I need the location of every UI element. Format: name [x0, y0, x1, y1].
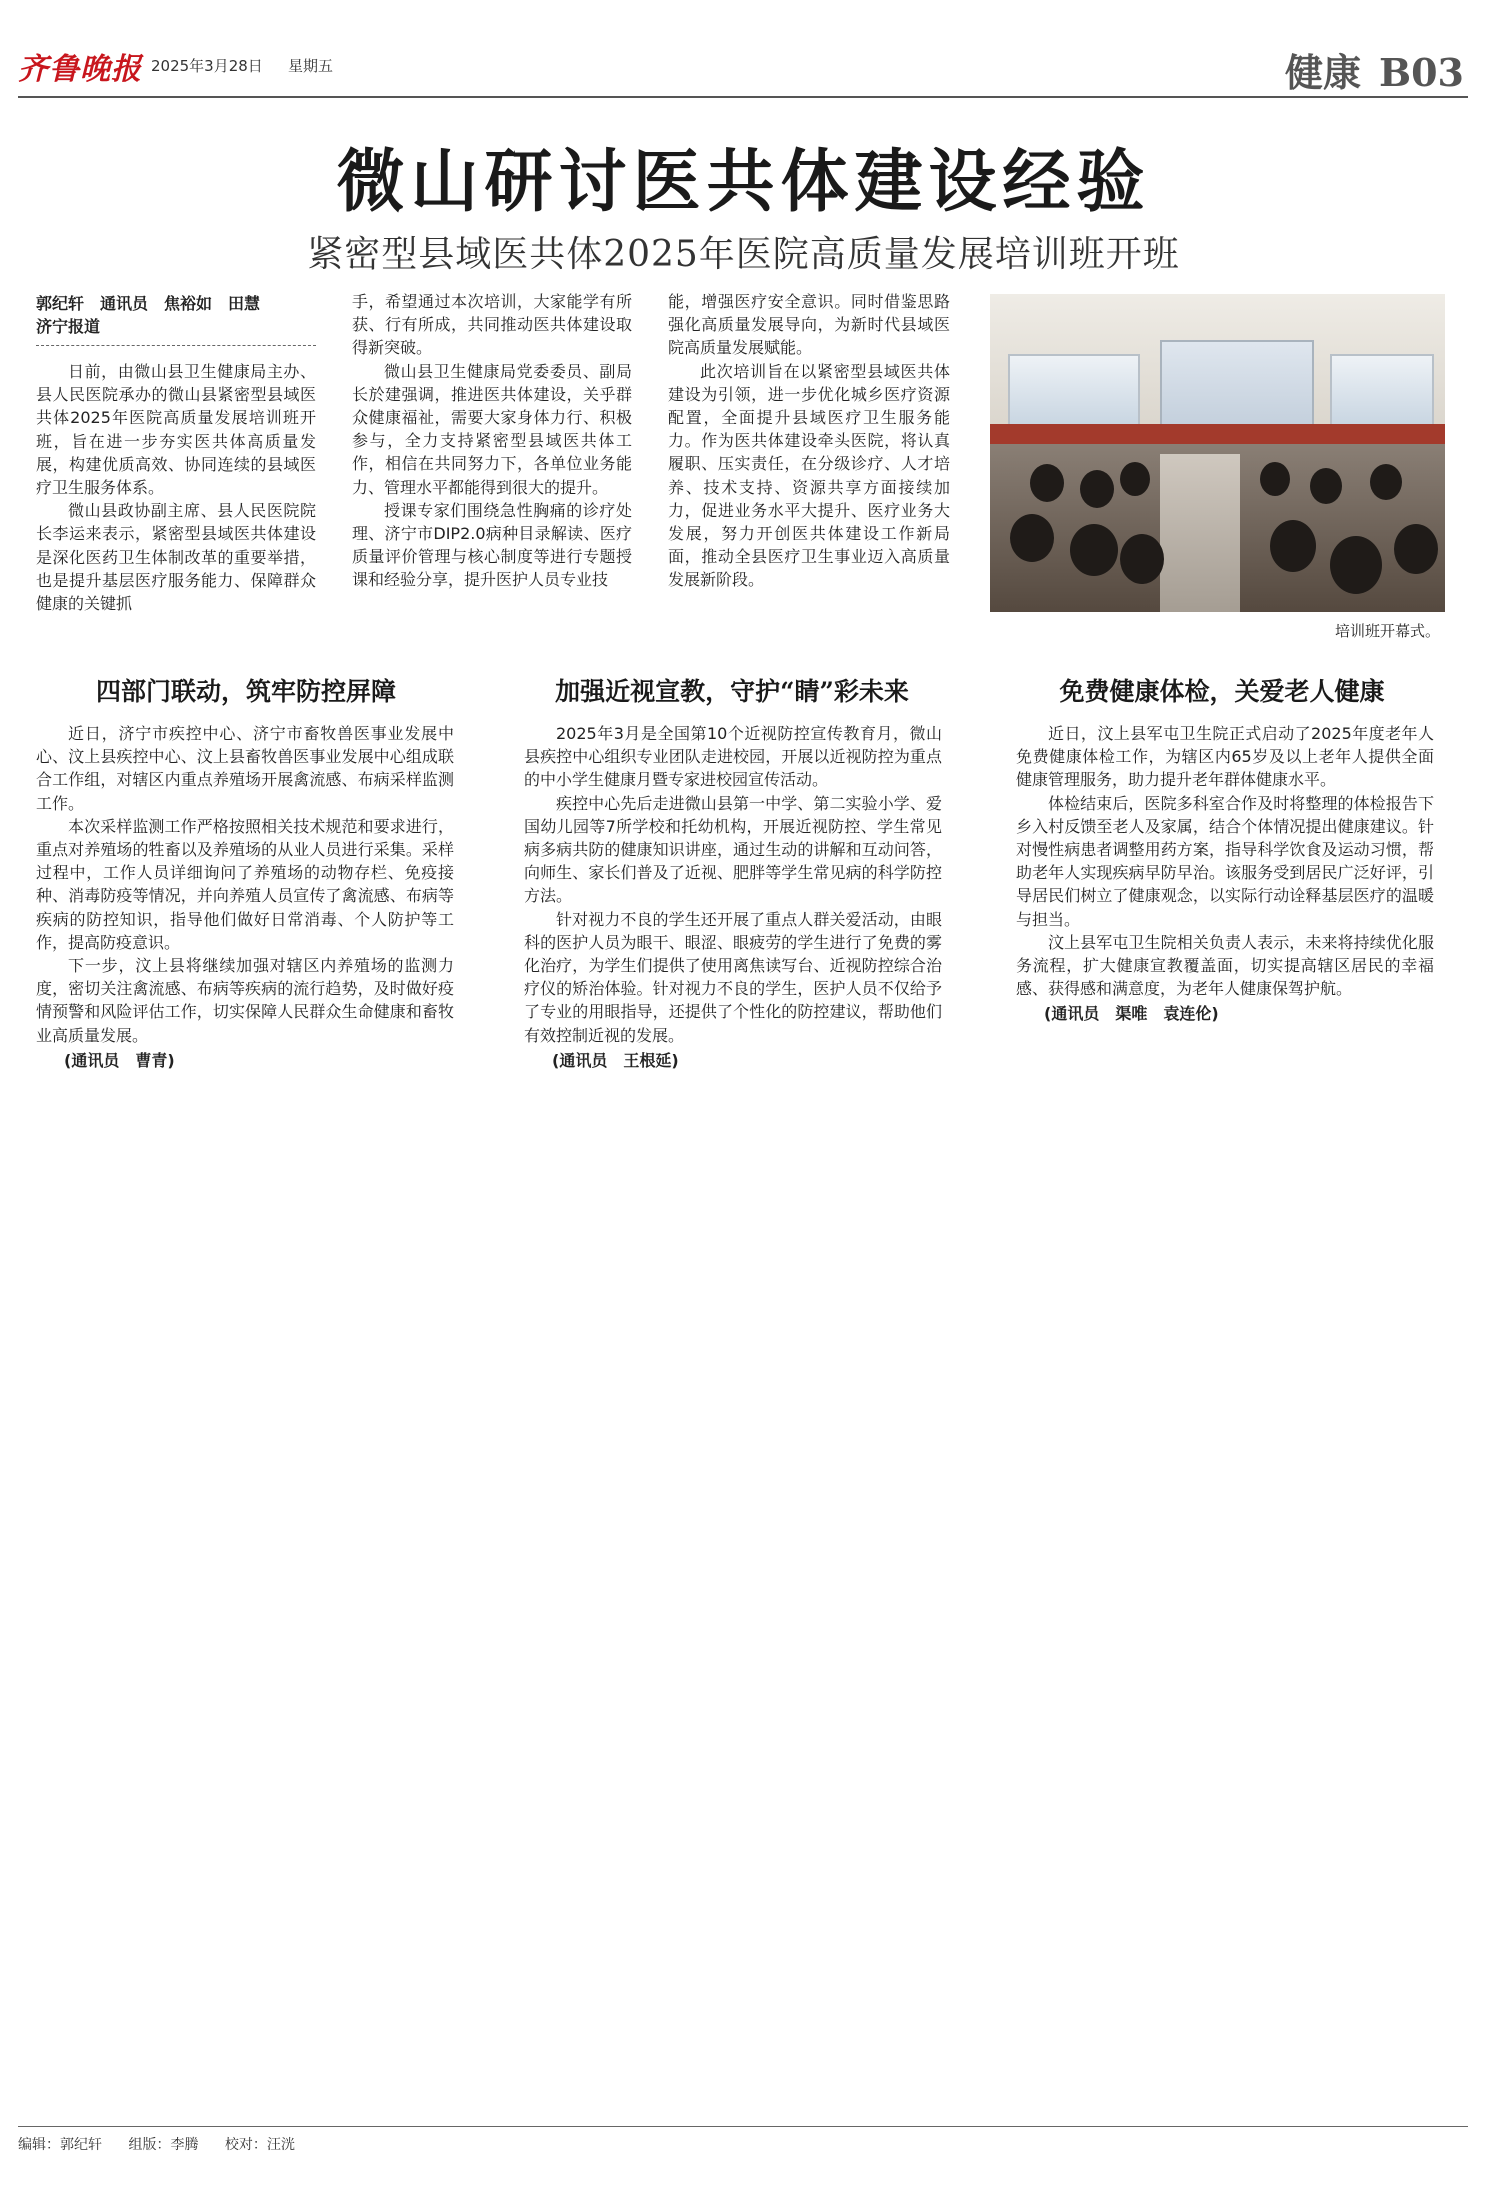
paragraph: 微山县卫生健康局党委委员、副局长於建强调，推进医共体建设，关乎群众健康福祉，需要大家身体力行、积极参与，全力支持紧密型县域医共体工作，相信在共同努力下，各单位业务能力、管理水平都能得到很大的提升。 [352, 361, 632, 497]
photo-banner [1160, 340, 1314, 430]
paragraph: 疾控中心先后走进微山县第一中学、第二实验小学、爱国幼儿园等7所学校和托幼机构，开展近视防控、学生常见病多病共防的健康知识讲座，通过生动的讲解和互动问答，向师生、家长们普及了近视、肥胖等学生常见病的科学防控方法。 [524, 793, 942, 906]
paragraph: 汶上县军屯卫生院相关负责人表示，未来将持续优化服务流程，扩大健康宣教覆盖面，切实提高辖区居民的幸福感、获得感和满意度，为老年人健康保驾护航。 [1016, 932, 1434, 999]
story-1-body [36, 722, 454, 1072]
footer-editor: 编辑：郭纪轩 [18, 2137, 102, 2153]
masthead [18, 42, 1468, 98]
training-opening-photo [990, 294, 1445, 612]
lead-column-2 [352, 290, 632, 592]
photo-audience [990, 454, 1445, 612]
paragraph: 体检结束后，医院多科室合作及时将整理的体检报告下乡入村反馈至老人及家属，结合个体情况提出健康建议。针对慢性病患者调整用药方案，指导科学饮食及运动习惯，帮助老年人实现疾病早防早治。该服务受到居民广泛好评，引导居民们树立了健康观念，以实际行动诠释基层医疗的温暖与担当。 [1016, 793, 1434, 929]
newspaper-logo: 齐鲁晚报 [18, 52, 142, 87]
issue-weekday: 星期五 [288, 57, 334, 75]
photo-screen-left [1008, 354, 1140, 426]
paragraph: 微山县政协副主席、县人民医院院长李运来表示，紧密型县域医共体建设是深化医药卫生体制改革的重要举措，也是提升基层医疗服务能力、保障群众健康的关键抓 [36, 501, 316, 614]
issue-date: 2025年3月28日 [151, 57, 263, 75]
paragraph: 近日，济宁市疾控中心、济宁市畜牧兽医事业发展中心、汶上县疾控中心、汶上县畜牧兽医事业发展中心组成联合工作组，对辖区内重点养殖场开展禽流感、布病采样监测工作。 [36, 724, 454, 813]
page-footer [18, 2134, 317, 2154]
lead-column-3 [668, 290, 950, 592]
story-2-credit: (通讯员 王根延) [552, 1050, 679, 1070]
section-label [1267, 42, 1464, 97]
photo-screen-right [1330, 354, 1434, 426]
page-number: B03 [1379, 50, 1464, 95]
paragraph: 授课专家们围绕急性胸痛的诊疗处理、济宁市DIP2.0病种目录解读、医疗质量评价管理与核心制度等进行专题授课和经验分享，提升医护人员专业技 [352, 500, 632, 590]
story-3-credit: (通讯员 渠唯 袁连伦) [1044, 1004, 1219, 1024]
paragraph: 手，希望通过本次培训，大家能学有所获、行有所成，共同推动医共体建设取得新突破。 [352, 292, 632, 358]
byline-authors: 郭纪轩 通讯员 焦裕如 田慧 [36, 294, 261, 313]
paragraph: 2025年3月是全国第10个近视防控宣传教育月，微山县疾控中心组织专业团队走进校园，开展以近视防控为重点的中小学生健康月暨专家进校园宣传活动。 [524, 724, 942, 790]
photo-caption: 培训班开幕式。 [1334, 622, 1440, 640]
story-2-body [524, 722, 942, 1072]
byline-dateline: 济宁报道 [36, 317, 101, 336]
lead-headline: 微山研讨医共体建设经验 [336, 142, 1151, 222]
top-rule [18, 96, 1468, 98]
bottom-rule [18, 2126, 1468, 2127]
paragraph: 能，增强医疗安全意识。同时借鉴思路强化高质量发展导向，为新时代县域医院高质量发展赋能。 [668, 292, 950, 358]
story-1-credit: (通讯员 曹青) [64, 1050, 175, 1070]
paragraph: 近日，汶上县军屯卫生院正式启动了2025年度老年人免费健康体检工作，为辖区内65岁及以上老年人提供全面健康管理服务，助力提升老年群体健康水平。 [1016, 724, 1434, 790]
paragraph: 下一步，汶上县将继续加强对辖区内养殖场的监测力度，密切关注禽流感、布病等疾病的流行趋势，及时做好疫情预警和风险评估工作，切实保障人民群众生命健康和畜牧业高质量发展。 [36, 956, 454, 1045]
story-2-title: 加强近视宣教，守护“睛”彩未来 [555, 677, 909, 706]
paragraph: 日前，由微山县卫生健康局主办、县人民医院承办的微山县紧密型县域医共体2025年医院高质量发展培训班开班，旨在进一步夯实医共体高质量发展，构建优质高效、协同连续的县域医疗卫生服务体系。 [36, 362, 316, 498]
story-3-body [1016, 722, 1434, 1026]
lead-column-1 [36, 360, 316, 615]
story-1-title: 四部门联动，筑牢防控屏障 [95, 677, 396, 706]
paragraph: 此次培训旨在以紧密型县域医共体建设为引领，进一步优化城乡医疗资源配置，全面提升县域医疗卫生服务能力。作为医共体建设牵头医院，将认真履职、压实责任，在分级诊疗、人才培养、技术支持、资源共享方面接续加力，促进业务水平大提升、医疗业务大发展，努力开创医共体建设工作新局面，推动全县医疗卫生事业迈入高质量发展新阶段。 [668, 361, 950, 590]
paragraph: 本次采样监测工作严格按照相关技术规范和要求进行，重点对养殖场的牲畜以及养殖场的从业人员进行采集。采样过程中，工作人员详细询问了养殖场的动物存栏、免疫接种、消毒防疫等情况，并向养殖人员宣传了禽流感、布病等疾病的防控知识，指导他们做好日常消毒、个人防护等工作，提高防疫意识。 [36, 816, 454, 952]
section-name: 健康 [1284, 50, 1361, 95]
footer-layout: 组版：李腾 [128, 2137, 199, 2153]
lead-byline [36, 292, 316, 338]
footer-proof: 校对：汪洸 [224, 2137, 295, 2153]
story-3-title: 免费健康体检，关爱老人健康 [1059, 677, 1385, 706]
byline-rule [36, 345, 316, 346]
lead-subhead: 紧密型县域医共体2025年医院高质量发展培训班开班 [307, 234, 1180, 275]
photo-stage [990, 424, 1445, 444]
paragraph: 针对视力不良的学生还开展了重点人群关爱活动，由眼科的医护人员为眼干、眼涩、眼疲劳的学生进行了免费的雾化治疗，为学生们提供了使用离焦读写台、近视防控综合治疗仪的矫治体验。针对视力不良的学生，医护人员不仅给予了专业的用眼指导，还提供了个性化的防控建议，帮助他们有效控制近视的发展。 [524, 909, 942, 1045]
